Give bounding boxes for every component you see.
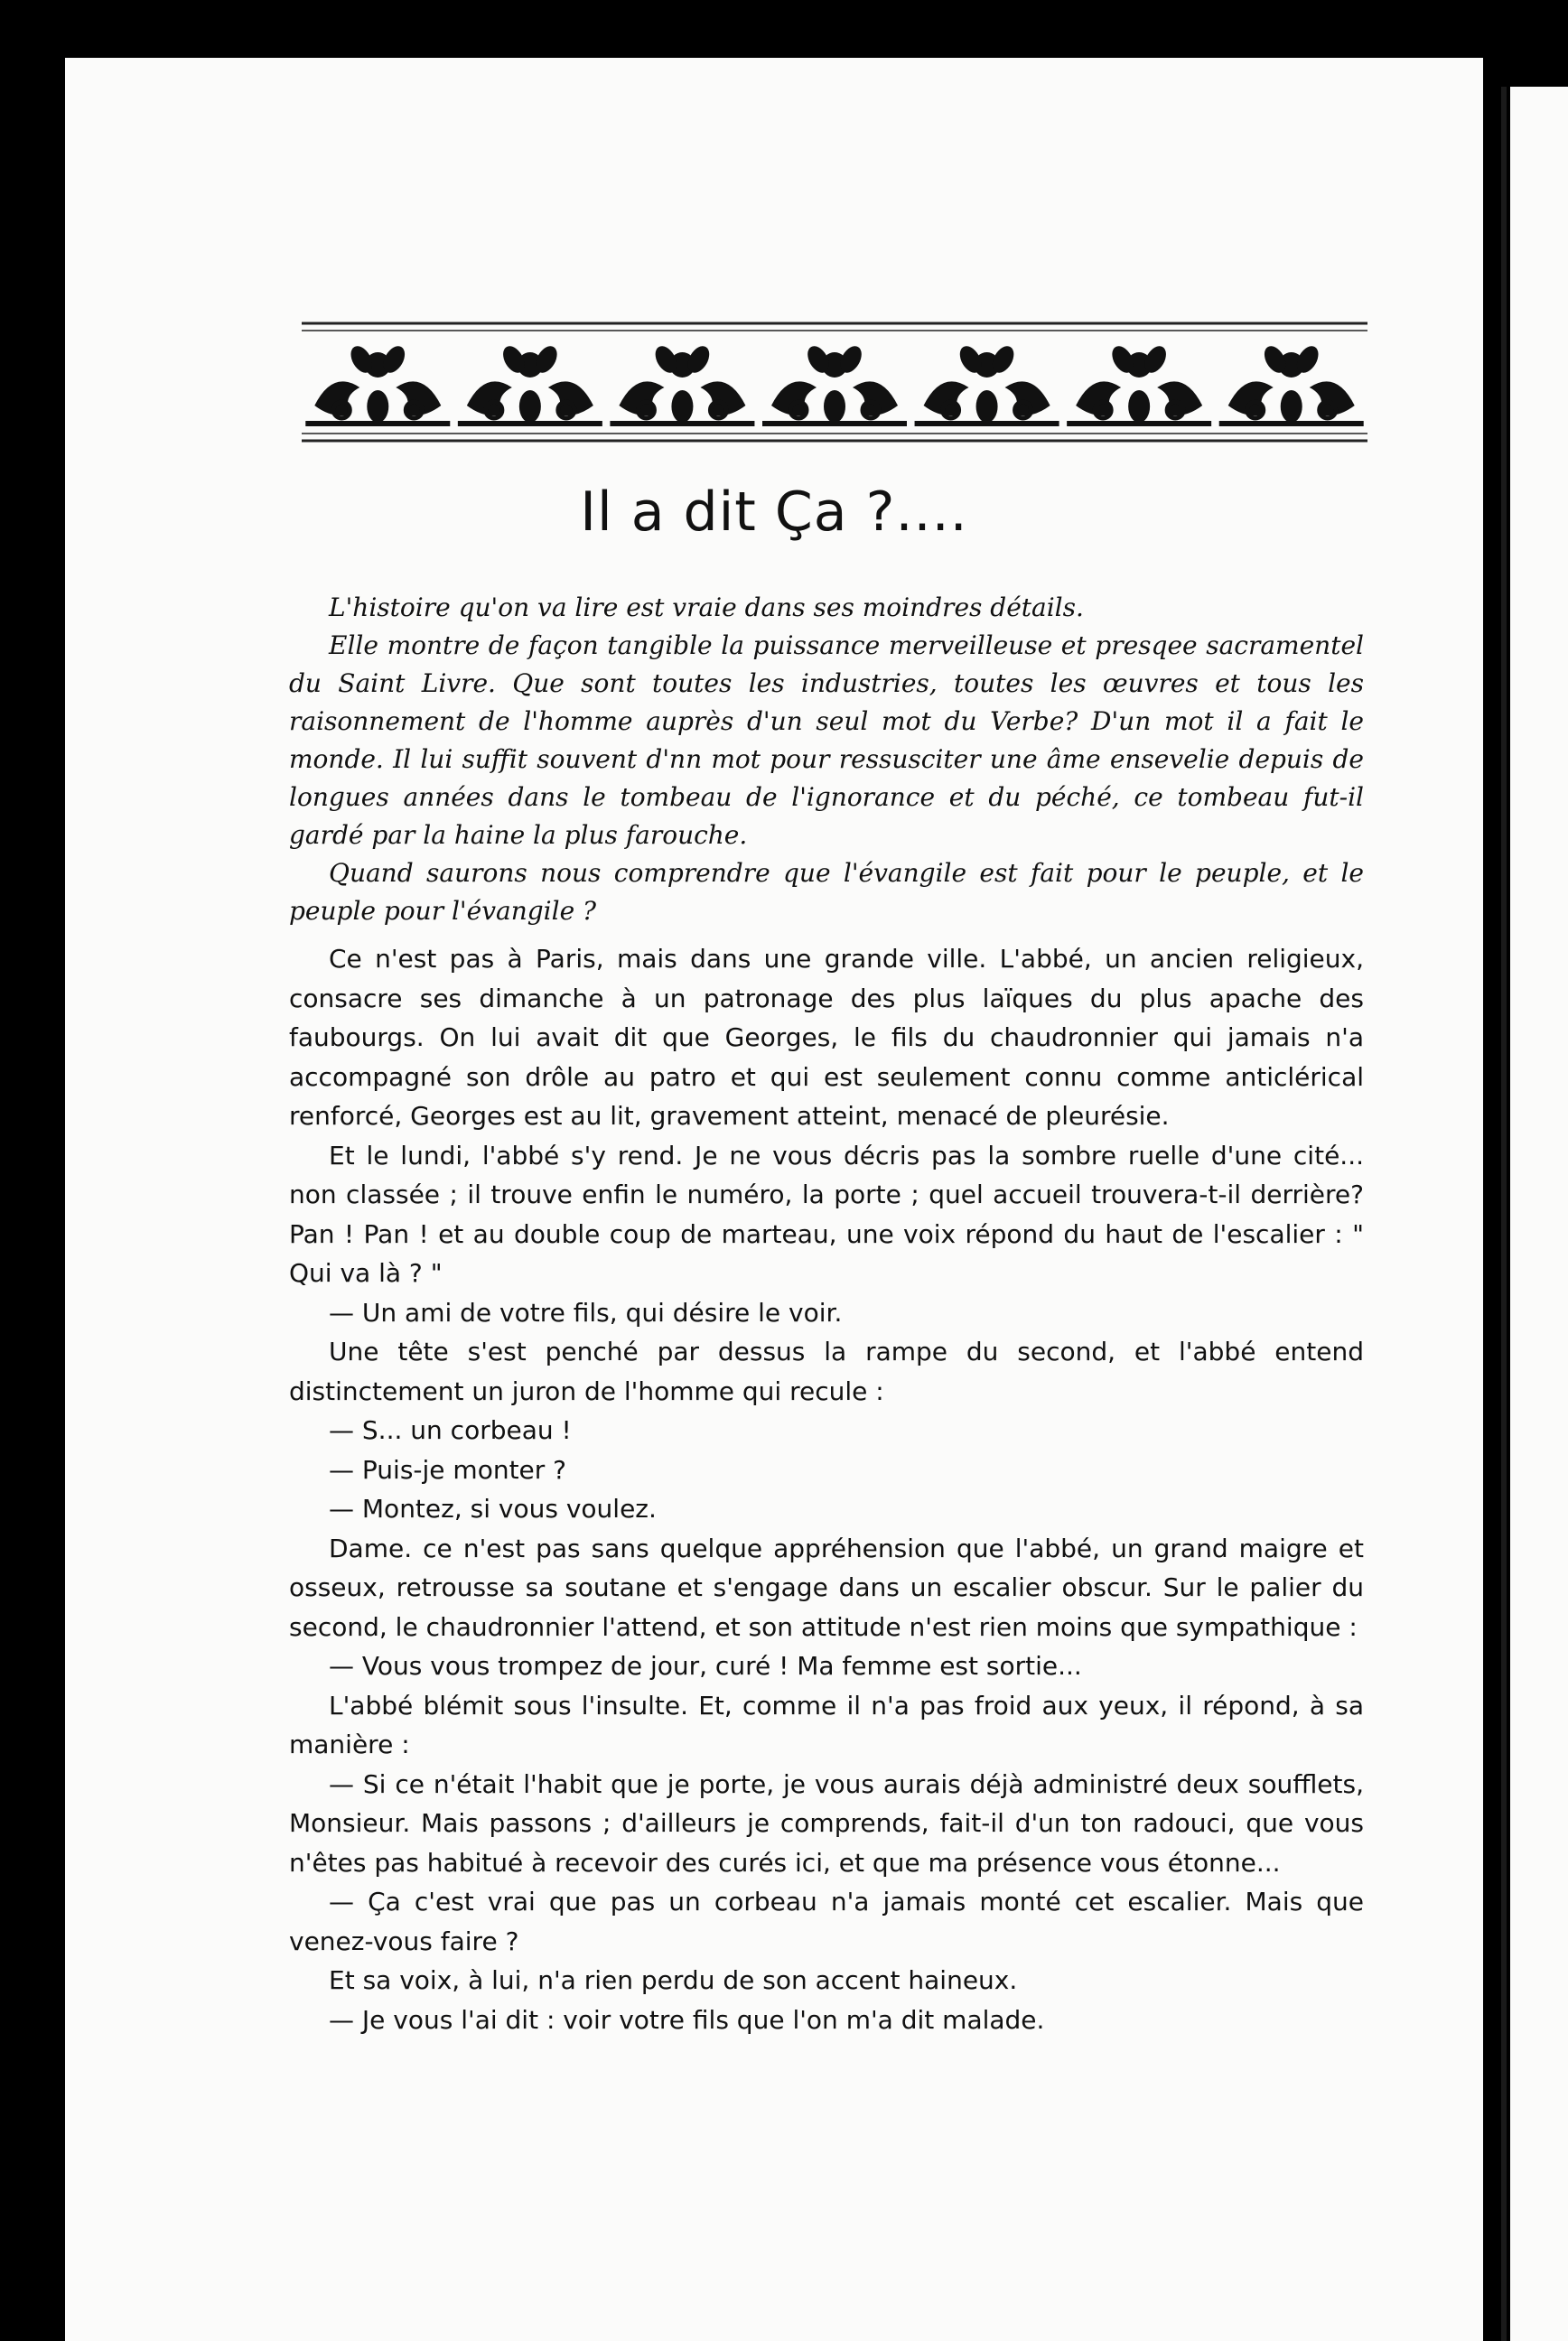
body-paragraph: — Je vous l'ai dit : voir votre fils que l'on m'a dit malade. [329, 2004, 1045, 2035]
body-paragraph: — Vous vous trompez de jour, curé ! Ma femme est sortie... [329, 1651, 1082, 1681]
intro-paragraph: Elle montre de façon tangible la puissance merveilleuse et presqee sacramentel du Saint Livre. Que sont toutes les industries, toutes les œuvres et tous les raisonnement de l'homme auprès d'un seul mot du Verbe? D'un mot il a fait le monde. Il lui suffit souvent d'nn mot pour ressusciter une âme ensevelie depuis de longues années dans le tombeau de l'ignorance et du péché, ce tombeau fut-il gardé par la haine la plus farouche. [289, 630, 1364, 850]
floral-motif [610, 342, 754, 426]
story-body [289, 939, 1364, 2039]
body-paragraph: Dame. ce n'est pas sans quelque appréhension que l'abbé, un grand maigre et osseux, retrousse sa soutane et s'engage dans un escalier obscur. Sur le palier du second, le chaudronnier l'attend, et son attitude n'est rien moins que sympathique : [289, 1533, 1364, 1642]
body-paragraph: Et le lundi, l'abbé s'y rend. Je ne vous décris pas la sombre ruelle d'une cité... non classée ; il trouve enfin le numéro, la porte ; quel accueil trouvera-t-il derrière? Pan ! Pan ! et au double coup de marteau, une voix répond du haut de l'escalier : " Qui va là ? " [289, 1140, 1364, 1288]
body-paragraph: Ce n'est pas à Paris, mais dans une grande ville. L'abbé, un ancien religieux, consacre ses dimanche à un patronage des plus laïques du plus apache des faubourgs. On lui avait dit que Georges, le fils du chaudronnier qui jamais n'a accompagné son drôle au patro et qui est seulement connu comme anticlérical renforcé, Georges est au lit, gravement atteint, menacé de pleurésie. [289, 944, 1364, 1131]
intro-paragraph: Quand saurons nous comprendre que l'évangile est fait pour le peuple, et le peuple pour l'évangile ? [289, 858, 1364, 926]
body-paragraph: Et sa voix, à lui, n'a rien perdu de son accent haineux. [329, 1965, 1018, 1995]
floral-motif [305, 342, 450, 426]
body-paragraph: — S... un corbeau ! [329, 1415, 572, 1445]
body-paragraph: Une tête s'est penché par dessus la rampe du second, et l'abbé entend distinctement un juron de l'homme qui recule : [289, 1337, 1364, 1406]
floral-motif [762, 342, 907, 426]
book-page [65, 58, 1483, 2341]
floral-band-ornament [302, 320, 1367, 444]
intro-paragraph: L'histoire qu'on va lire est vraie dans ses moindres détails. [329, 592, 1084, 622]
floral-motif [1067, 342, 1211, 426]
body-paragraph: L'abbé blémit sous l'insulte. Et, comme il n'a pas froid aux yeux, il répond, à sa manière : [289, 1690, 1364, 1759]
ornament-svg [302, 320, 1367, 444]
body-paragraph: — Ça c'est vrai que pas un corbeau n'a jamais monté cet escalier. Mais que venez-vous faire ? [289, 1887, 1364, 1956]
body-paragraph: — Un ami de votre fils, qui désire le voir. [329, 1297, 843, 1328]
body-paragraph: — Puis-je monter ? [329, 1454, 567, 1485]
body-paragraph: — Montez, si vous voulez. [329, 1494, 657, 1524]
page-gutter [1501, 87, 1507, 2341]
intro-italic-block [289, 589, 1364, 930]
facing-page-edge [1510, 87, 1568, 2341]
body-paragraph: — Si ce n'était l'habit que je porte, je vous aurais déjà administré deux soufflets, Monsieur. Mais passons ; d'ailleurs je comprends, fait-il d'un ton radouci, que vous n'êtes pas habitué à recevoir des curés ici, et que ma présence vous étonne... [289, 1768, 1364, 1878]
floral-motif [458, 342, 602, 426]
chapter-title: Il a dit Ça ?.... [580, 480, 968, 544]
floral-motif [915, 342, 1059, 426]
floral-motif [1219, 342, 1364, 426]
